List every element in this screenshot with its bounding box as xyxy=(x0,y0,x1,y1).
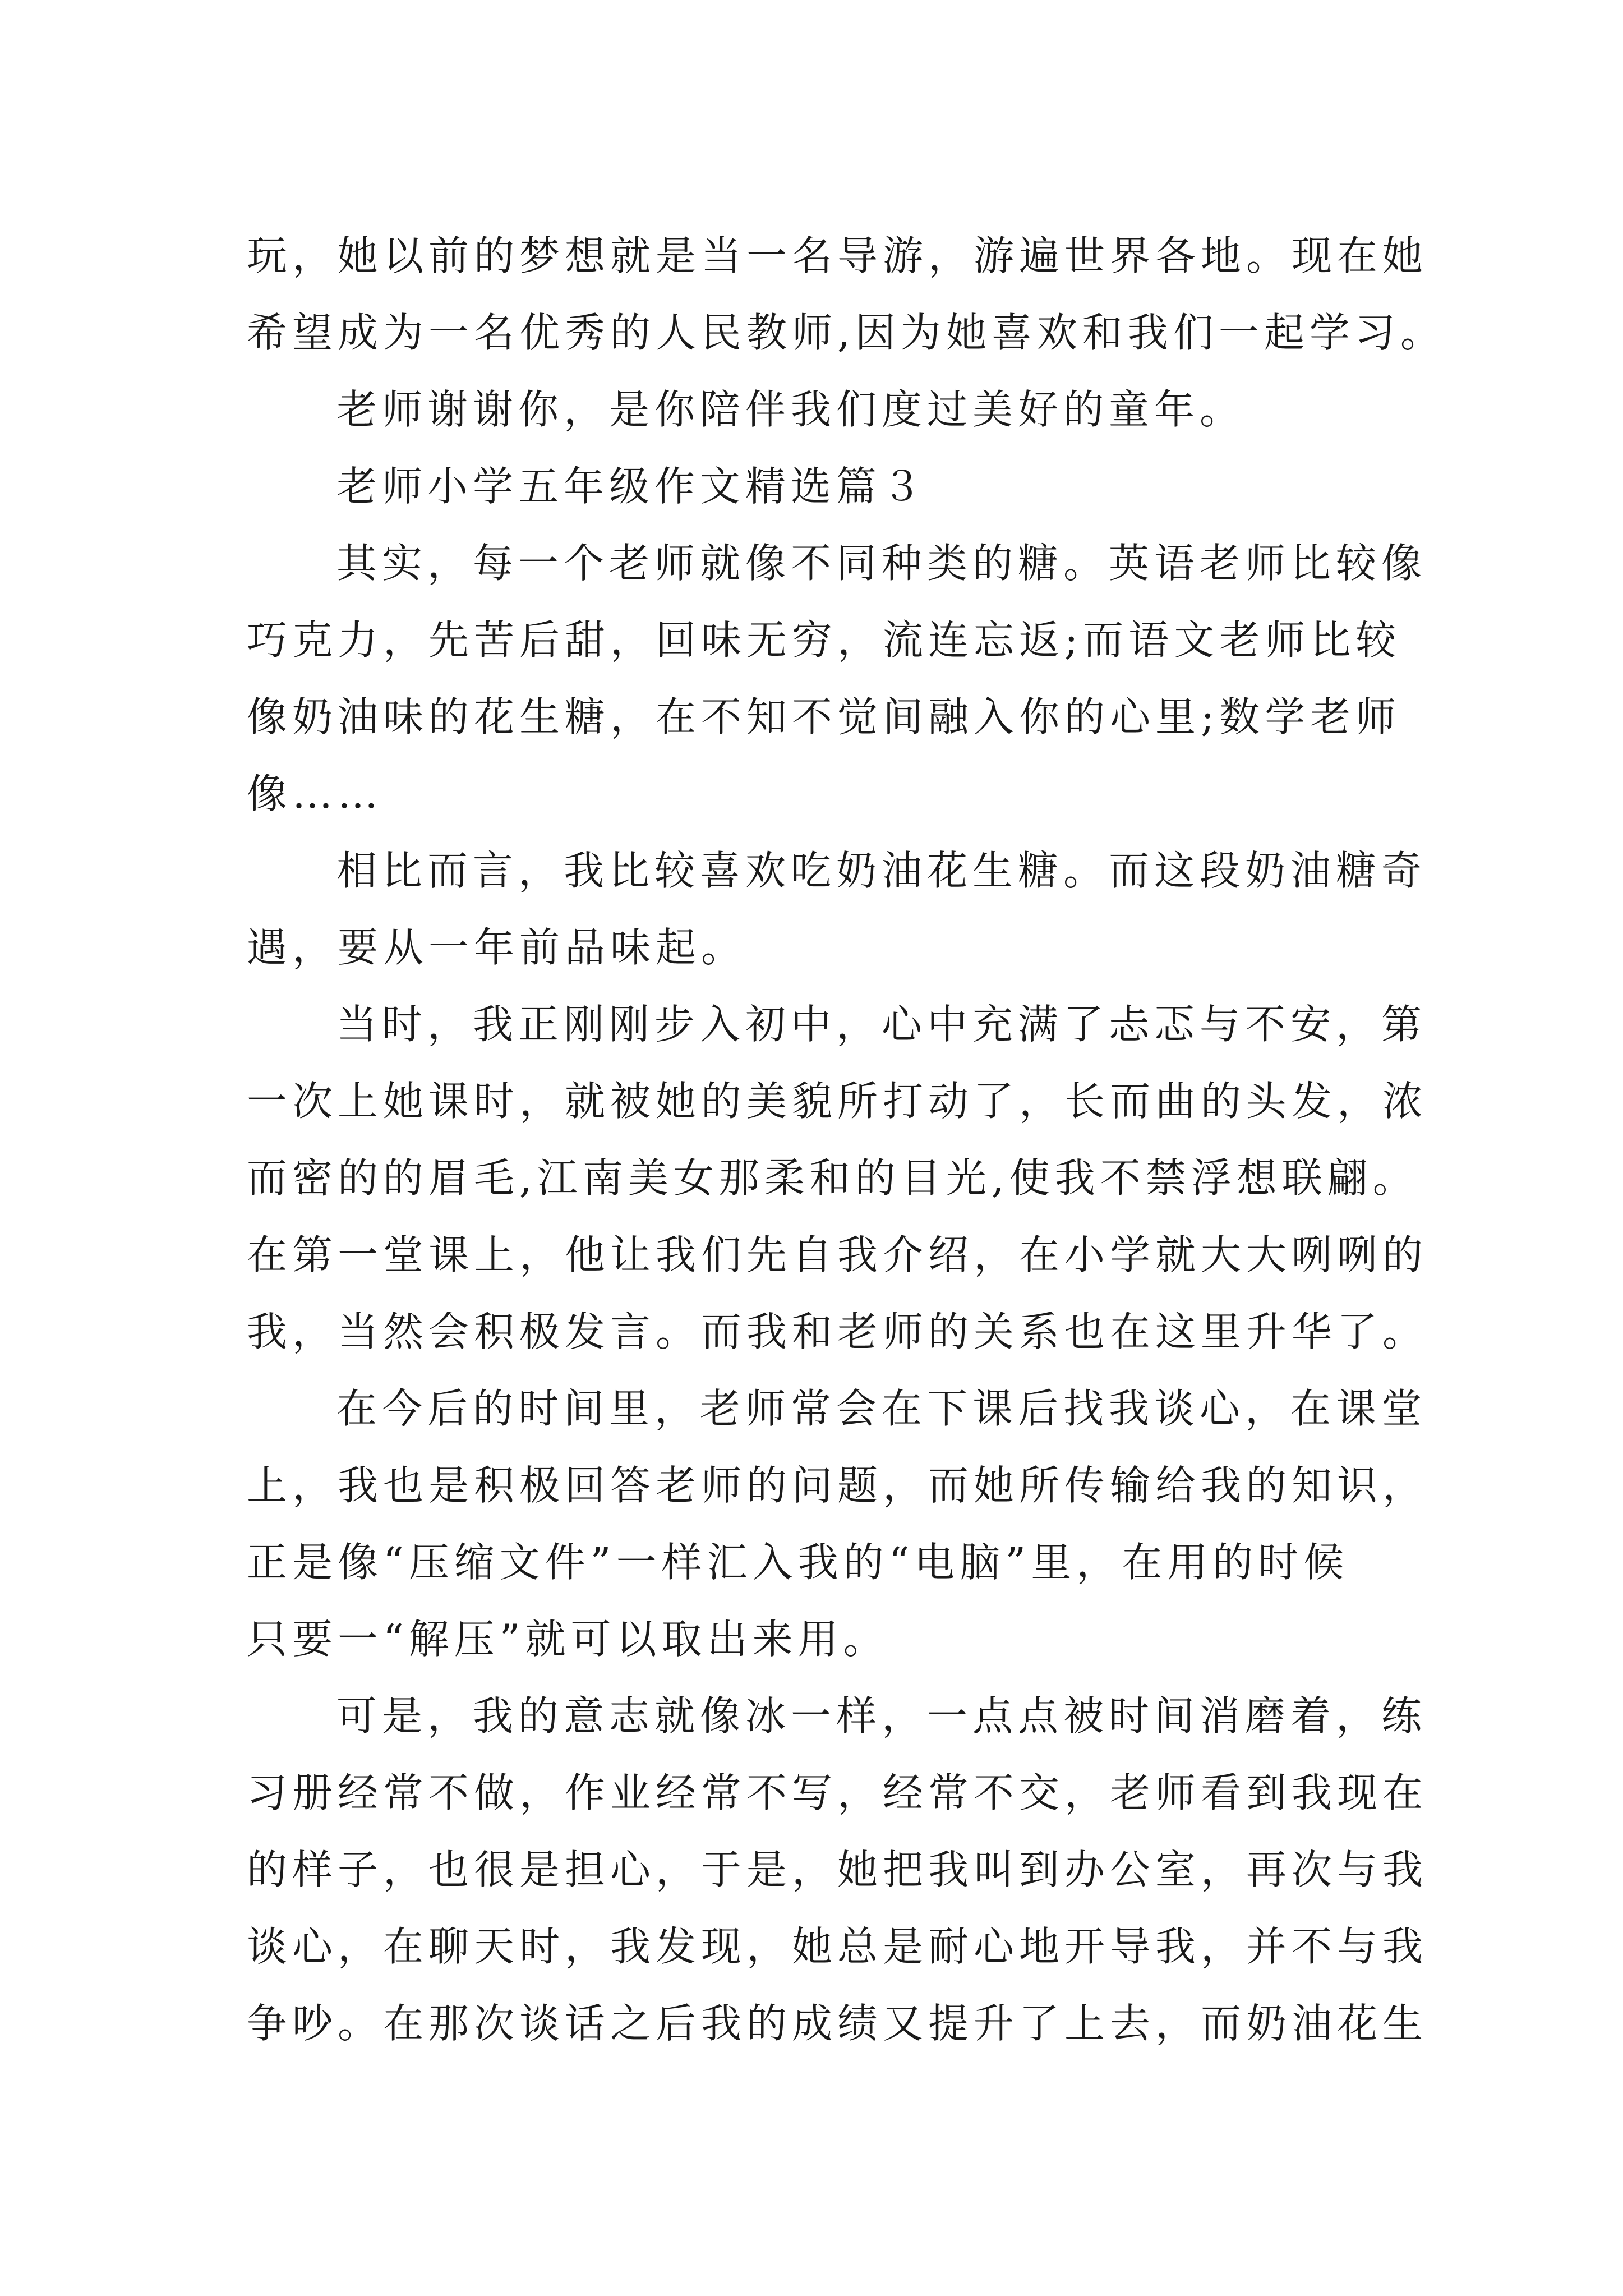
text-line: 巧克力，先苦后甜，回味无穷，流连忘返;而语文老师比较 xyxy=(247,616,1401,664)
text-line: 习册经常不做，作业经常不写，经常不交，老师看到我现在 xyxy=(247,1769,1428,1816)
text-line: 正是像“压缩文件”一样汇入我的“电脑”里，在用的时候 xyxy=(247,1539,1349,1586)
body-text xyxy=(247,218,1446,2062)
text-line: 争吵。在那次谈话之后我的成绩又提升了上去，而奶油花生 xyxy=(247,2000,1428,2047)
text-line: 当时，我正刚刚步入初中，心中充满了忐忑与不安，第 xyxy=(336,1001,1427,1048)
text-line: 可是，我的意志就像冰一样，一点点被时间消磨着，练 xyxy=(336,1692,1427,1740)
section-heading: 老师小学五年级作文精选篇３ xyxy=(336,463,928,510)
text-line: 的样子，也很是担心，于是，她把我叫到办公室，再次与我 xyxy=(247,1846,1428,1893)
text-line: 像…… xyxy=(247,770,384,817)
text-line: 一次上她课时，就被她的美貌所打动了，长而曲的头发，浓 xyxy=(247,1078,1428,1125)
text-line: 玩，她以前的梦想就是当一名导游，游遍世界各地。现在她 xyxy=(247,232,1428,279)
text-line: 其实，每一个老师就像不同种类的糖。英语老师比较像 xyxy=(336,540,1427,587)
text-line: 在今后的时间里，老师常会在下课后找我谈心，在课堂 xyxy=(336,1385,1427,1432)
text-line: 像奶油味的花生糖，在不知不觉间融入你的心里;数学老师 xyxy=(247,693,1401,740)
text-line: 希望成为一名优秀的人民教师,因为她喜欢和我们一起学习。 xyxy=(247,309,1446,356)
text-line: 谈心，在聊天时，我发现，她总是耐心地开导我，并不与我 xyxy=(247,1923,1428,1970)
text-line: 遇，要从一年前品味起。 xyxy=(247,924,747,971)
text-line: 老师谢谢你，是你陪伴我们度过美好的童年。 xyxy=(336,386,1246,433)
text-line: 只要一“解压”就可以取出来用。 xyxy=(247,1616,889,1663)
text-line: 上，我也是积极回答老师的问题，而她所传输给我的知识， xyxy=(247,1462,1428,1509)
text-line: 而密的的眉毛,江南美女那柔和的目光,使我不禁浮想联翩。 xyxy=(247,1154,1418,1202)
text-line: 在第一堂课上，他让我们先自我介绍，在小学就大大咧咧的 xyxy=(247,1231,1428,1278)
text-line: 我，当然会积极发言。而我和老师的关系也在这里升华了。 xyxy=(247,1308,1428,1355)
text-line: 相比而言，我比较喜欢吃奶油花生糖。而这段奶油糖奇 xyxy=(336,847,1427,894)
